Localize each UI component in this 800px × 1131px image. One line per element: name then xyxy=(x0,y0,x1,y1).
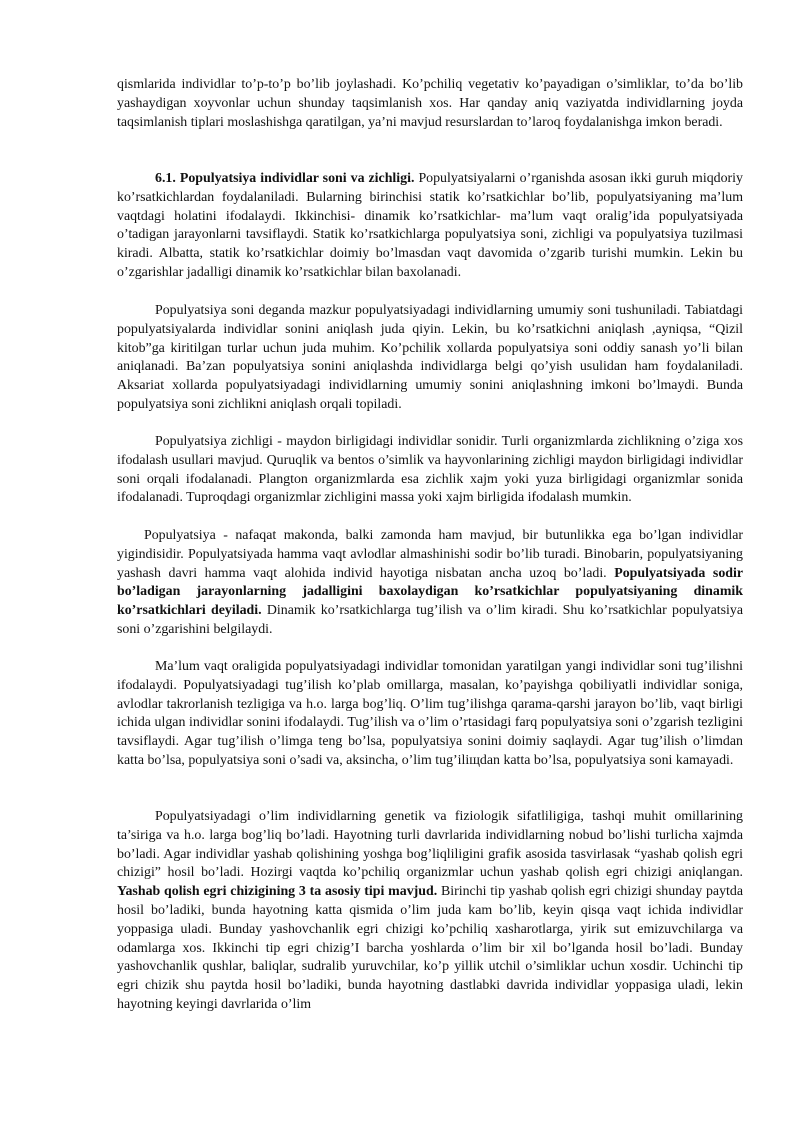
dynamic-intro-text: Populyatsiya - nafaqat makonda, balki zamonda ham mavjud, bir butunlikka ega bo’lgan individlar yigindisidir. Populyatsiyada hamma vaqt avlodlar almashinishi sodir bo’lib turadi. Binobarin, populyatsiyaning yashash davri hamma vaqt alohida individ hayotiga nisbatan ancha uzoq bo’ladi. xyxy=(117,528,743,581)
survival-types-bold: Yashab qolish egri chizigining 3 ta asosiy tipi mavjud. xyxy=(117,884,438,900)
dynamic-definition-bold: Populyatsiyada sodir bo’ladigan jarayonlarning jadalligini baxolaydigan ko’rsatkichlar populyatsiyaning dinamik ko’rsatkichlari deyiladi. xyxy=(117,565,744,619)
dynamic-outro-text: Dinamik ko’rsatkichlarga tug’ilish va o’lim kiradi. Shu ko’rsatkichlar populyatsiya soni o’zgarishini belgilaydi. xyxy=(117,603,744,637)
survival-intro-text: Populyatsiyadagi o’lim individlarning genetik va fiziologik sifatliligiga, tashqi muhit omillarining ta’siriga va h.o. larga bog’liq bo’ladi. Hayotning turli davrlarida individlarning nobud bo’lishi turlicha xajmda bo’ladi. Agar individlar yashab qolishining yoshga bog’liqliligini grafik asosida tasvirlasak “yashab qolish egri chizigi” hosil bo’ladi. Hozirgi vaqtda ko’pchiliq organizmlar uchun yashab qolish egri chizigi aniqlangan. xyxy=(117,809,743,881)
intro-paragraph: qismlarida individlar to’p-to’p bo’lib joylashadi. Ko’pchiliq vegetativ ko’payadigan o’simliklar, to’da bo’lib yashaydigan xoyvonlar uchun shunday taqsimlanish xos. Har qanday aniq vaziyatda individlarning joyda taqsimlanish tiplari moslashishga qaratilgan, ya’ni mavjud resurslardan to’laroq foydalanishga imkon beradi. xyxy=(117,77,743,130)
paragraph-population-size: Populyatsiya soni deganda mazkur populyatsiyadagi individlarning umumiy soni tushuniladi. Tabiatdagi populyatsiyalarda individlar sonini aniqlash juda qiyin. Lekin, bu ko’rsatkichni aniqlash ,ayniqsa, “Qizil kitob”ga kiritilgan turlar uchun juda muhim. Ko’pchilik xollarda populyatsiya soni oddiy sanash yo’li bilan aniqlanadi. Ba’zan populyatsiya sonini aniqlashda individlarga belgi qo’yish usulidan ham foydalaniladi. Aksariat xollarda populyatsiyadagi individlarning umumiy sonini aniqlashning imkoni bo’lmaydi. Bunda populyatsiya soni zichlikni aniqlash orqali topiladi. xyxy=(117,303,743,412)
section-heading: 6.1. Populyatsiya individlar soni va zichligi. xyxy=(155,171,415,186)
paragraph-birth-death: Ma’lum vaqt oraligida populyatsiyadagi individlar tomonidan yaratilgan yangi individlar soni tug’ilishni ifodalaydi. Populyatsiyadagi tug’ilish ko’plab omillarga, masalan, ko’payishga qobiliyatli individlar soniga, avlodlar takrorlanish tezligiga va h.o. larga bog’liq. O’lim tug’ilishga qarama-qarshi jarayon bo’lib, vaqt birligi ichida ulgan individlar sonini ifodalaydi. Tug’ilish va o’lim o’rtasidagi farq populyatsiya soni o’zgarish tezligini tavsiflaydi. Agar tug’ilish o’limga teng bo’lsa, populyatsiya sonini doimiy saqlaydi. Agar tug’ilish o’limdan katta bo’lsa, populyatsiya soni o’sadi va, aksincha, o’lim tug’iliщdan katta bo’lsa, populyatsiya soni kamayadi. xyxy=(117,659,743,768)
section-paragraph xyxy=(117,170,743,283)
paragraph-population-density: Populyatsiya zichligi - maydon birligidagi individlar sonidir. Turli organizmlarda zichlikning o’ziga xos ifodalash usullari mavjud. Quruqlik va bentos o’simlik va hayvonlarining zichligi maydon birligidagi individlar soni orqali ifodalanadi. Plangton organizmlarda esa zichlik xajm yoki yuza birligidagi organizmlar sonida ifodalanadi. Tuproqdagi organizmlar zichligini massa yoki xajm birligida ifodalash mumkin. xyxy=(117,434,743,506)
survival-outro-text: Birinchi tip yashab qolish egri chizigi shunday paytda hosil bo’ladiki, bunda hayotning katta qismida o’lim juda kam bo’lib, keyin qisqa vaqt ichida individlar yoppasiga uladi. Bunday yashovchanlik egri chizigi ko’pchiliq xasharotlarga, yirik sut emizuvchilarga va odamlarga xos. Ikkinchi tip egri chizig’I barcha yoshlarda o’lim bir xil bo’lganda hosil bo’ladi. Bunday yashovchanlik qushlar, baliqlar, sudralib yuruvchilar, ko’p yillik utchil o’simliklar uchun xosdir. Uchinchi tip egri chizik shu paytda hosil bo’ladiki, bunda hayotning dastlabki davrida individlar yoppasiga uladi, lekin hayotning keyingi davrlarida o’lim xyxy=(117,884,743,1012)
section-lead-text: Populyatsiyalarni o’rganishda asosan ikki guruh miqdoriy ko’rsatkichlardan foydalaniladi. Bularning birinchisi statik ko’rsatkichlar bo’lib, populyatsiyaning ma’lum vaqtdagi holatini ifodalaydi. Ikkinchisi- dinamik ko’rsatkichlar- ma’lum vaqt oralig’ida populyatsiyada o’tadigan jarayonlarni tavsiflaydi. Statik ko’rsatkichlarga populyatsiya soni, zichligi va populyatsiya tuzilmasi kiradi. Albatta, statik ko’rsatkichlar doimiy bo’lmasdan vaqt davomida o’zgarib turishi mumkin. Lekin bu o’zgarishlar jadalligi dinamik ko’rsatkichlar bilan baxolanadi. xyxy=(117,171,743,280)
paragraph-dynamic-indicators xyxy=(117,527,743,640)
paragraph-survival-curves xyxy=(117,808,743,1015)
